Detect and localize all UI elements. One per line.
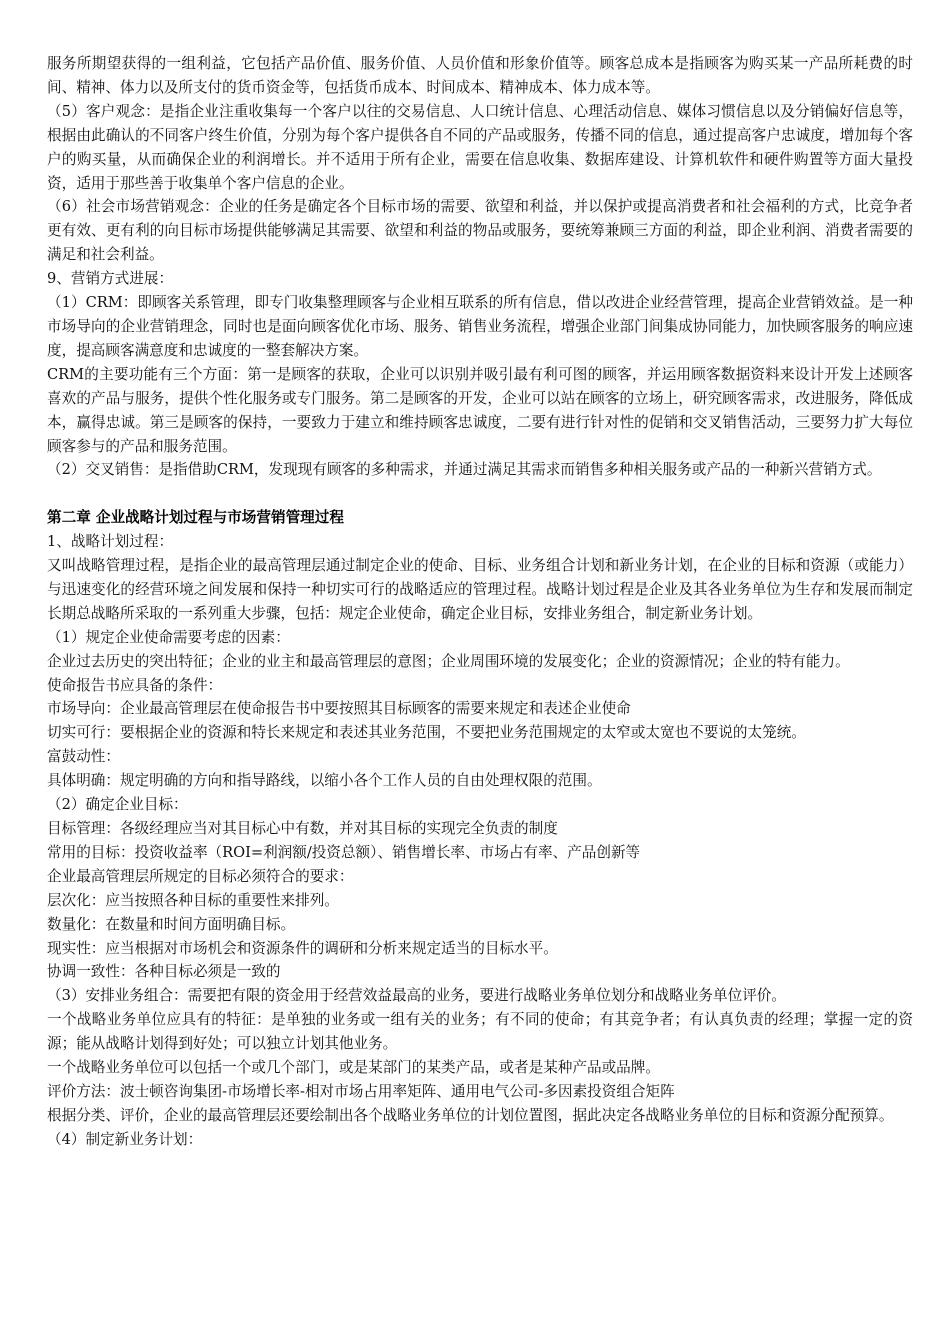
body-paragraph: 协调一致性：各种目标必须是一致的 bbox=[47, 963, 281, 981]
subsection-heading: （3）安排业务组合：需要把有限的资金用于经营效益最高的业务，要进行战略业务单位划分和战略业务单位评价。 bbox=[47, 987, 786, 1005]
body-paragraph: 一个战略业务单位应具有的特征：是单独的业务或一组有关的业务；有不同的使命；有其竞争者；有认真负责的经理；掌握一定的资源；能从战略计划得到好处；可以独立计划其他业务。 bbox=[47, 1011, 913, 1053]
subsection-heading: （2）确定企业目标： bbox=[47, 796, 188, 814]
body-paragraph: 层次化：应当按照各种目标的重要性来排列。 bbox=[47, 891, 339, 909]
section-heading: 9、营销方式进展： bbox=[47, 270, 174, 288]
body-paragraph: 切实可行：要根据企业的资源和特长来规定和表述其业务范围，不要把业务范围规定的太窄或太宽也不要说的太笼统。 bbox=[47, 724, 806, 742]
body-paragraph: 又叫战略管理过程，是指企业的最高管理层通过制定企业的使命、目标、业务组合计划和新业务计划，在企业的目标和资源（或能力）与迅速变化的经营环境之间发展和保持一种切实可行的战略适应的管理过程。战略计划过程是企业及其各业务单位为生存和发展而制定长期总战略所采取的一系列重大步骤，包括：规定企业使命，确定企业目标，安排业务组合，制定新业务计划。 bbox=[47, 557, 913, 622]
body-paragraph: 根据分类、评价，企业的最高管理层还要绘制出各个战略业务单位的计划位置图，据此决定各战略业务单位的目标和资源分配预算。 bbox=[47, 1106, 894, 1124]
section-heading: 1、战略计划过程： bbox=[47, 533, 174, 551]
body-paragraph: （1）CRM：即顾客关系管理，即专门收集整理顾客与企业相互联系的所有信息，借以改进企业经营管理，提高企业营销效益。是一种市场导向的企业营销理念，同时也是面向顾客优化市场、服务、销售业务流程，增强企业部门间集成协同能力，加快顾客服务的响应速度，提高顾客满意度和忠诚度的一整套解决方案。 bbox=[47, 294, 913, 359]
document-page bbox=[47, 52, 913, 1152]
body-paragraph: 服务所期望获得的一组利益，它包括产品价值、服务价值、人员价值和形象价值等。顾客总成本是指顾客为购买某一产品所耗费的时间、精神、体力以及所支付的货币资金等，包括货币成本、时间成本、精神成本、体力成本等。 bbox=[47, 55, 913, 96]
subsection-heading: （4）制定新业务计划： bbox=[47, 1130, 203, 1148]
body-paragraph: 常用的目标：投资收益率（ROI=利润额/投资总额）、销售增长率、市场占有率、产品创新等 bbox=[47, 843, 641, 861]
body-paragraph: 目标管理：各级经理应当对其目标心中有数，并对其目标的实现完全负责的制度 bbox=[47, 819, 558, 837]
body-paragraph: 市场导向：企业最高管理层在使命报告书中要按照其目标顾客的需要来规定和表述企业使命 bbox=[47, 700, 631, 718]
chapter-heading: 第二章 企业战略计划过程与市场营销管理过程 bbox=[47, 509, 344, 527]
body-paragraph: 评价方法：波士顿咨询集团-市场增长率-相对市场占用率矩阵、通用电气公司-多因素投资组合矩阵 bbox=[47, 1082, 675, 1100]
blank-line bbox=[47, 482, 913, 506]
body-paragraph: （2）交叉销售：是指借助CRM，发现现有顾客的多种需求，并通过满足其需求而销售多种相关服务或产品的一种新兴营销方式。 bbox=[47, 461, 882, 479]
subsection-heading: （1）规定企业使命需要考虑的因素： bbox=[47, 628, 290, 646]
body-paragraph: （5）客户观念：是指企业注重收集每一个客户以往的交易信息、人口统计信息、心理活动信息、媒体习惯信息以及分销偏好信息等，根据由此确认的不同客户终生价值，分别为每个客户提供各自不同的产品或服务，传播不同的信息，通过提高客户忠诚度，增加每个客户的购买量，从而确保企业的利润增长。并不适用于所有企业，需要在信息收集、数据库建设、计算机软件和硬件购置等方面大量投资，适用于那些善于收集单个客户信息的企业。 bbox=[47, 102, 913, 192]
body-paragraph: CRM的主要功能有三个方面：第一是顾客的获取，企业可以识别并吸引最有利可图的顾客，并运用顾客数据资料来设计开发上述顾客喜欢的产品与服务，提供个性化服务或专门服务。第二是顾客的开发，企业可以站在顾客的立场上，研究顾客需求，改进服务，降低成本，赢得忠诚。第三是顾客的保持，一要致力于建立和维持顾客忠诚度，二要有进行针对性的促销和交叉销售活动，三要努力扩大每位顾客参与的产品和服务范围。 bbox=[47, 365, 913, 455]
body-paragraph: 数量化：在数量和时间方面明确目标。 bbox=[47, 915, 296, 933]
body-paragraph: 企业过去历史的突出特征；企业的业主和最高管理层的意图；企业周围环境的发展变化；企业的资源情况；企业的特有能力。 bbox=[47, 652, 850, 670]
body-paragraph: （6）社会市场营销观念：企业的任务是确定各个目标市场的需要、欲望和利益，并以保护或提高消费者和社会福利的方式，比竞争者更有效、更有利的向目标市场提供能够满足其需要、欲望和利益的物品或服务，要统筹兼顾三方面的利益，即企业利润、消费者需要的满足和社会利益。 bbox=[47, 198, 913, 264]
body-paragraph: 具体明确：规定明确的方向和指导路线，以缩小各个工作人员的自由处理权限的范围。 bbox=[47, 772, 602, 790]
body-paragraph: 现实性：应当根据对市场机会和资源条件的调研和分析来规定适当的目标水平。 bbox=[47, 939, 558, 957]
body-paragraph: 企业最高管理层所规定的目标必须符合的要求： bbox=[47, 867, 354, 885]
body-paragraph: 一个战略业务单位可以包括一个或几个部门，或是某部门的某类产品，或者是某种产品或品牌。 bbox=[47, 1059, 660, 1077]
body-paragraph: 使命报告书应具备的条件： bbox=[47, 676, 223, 694]
body-paragraph: 富鼓动性： bbox=[47, 748, 120, 766]
